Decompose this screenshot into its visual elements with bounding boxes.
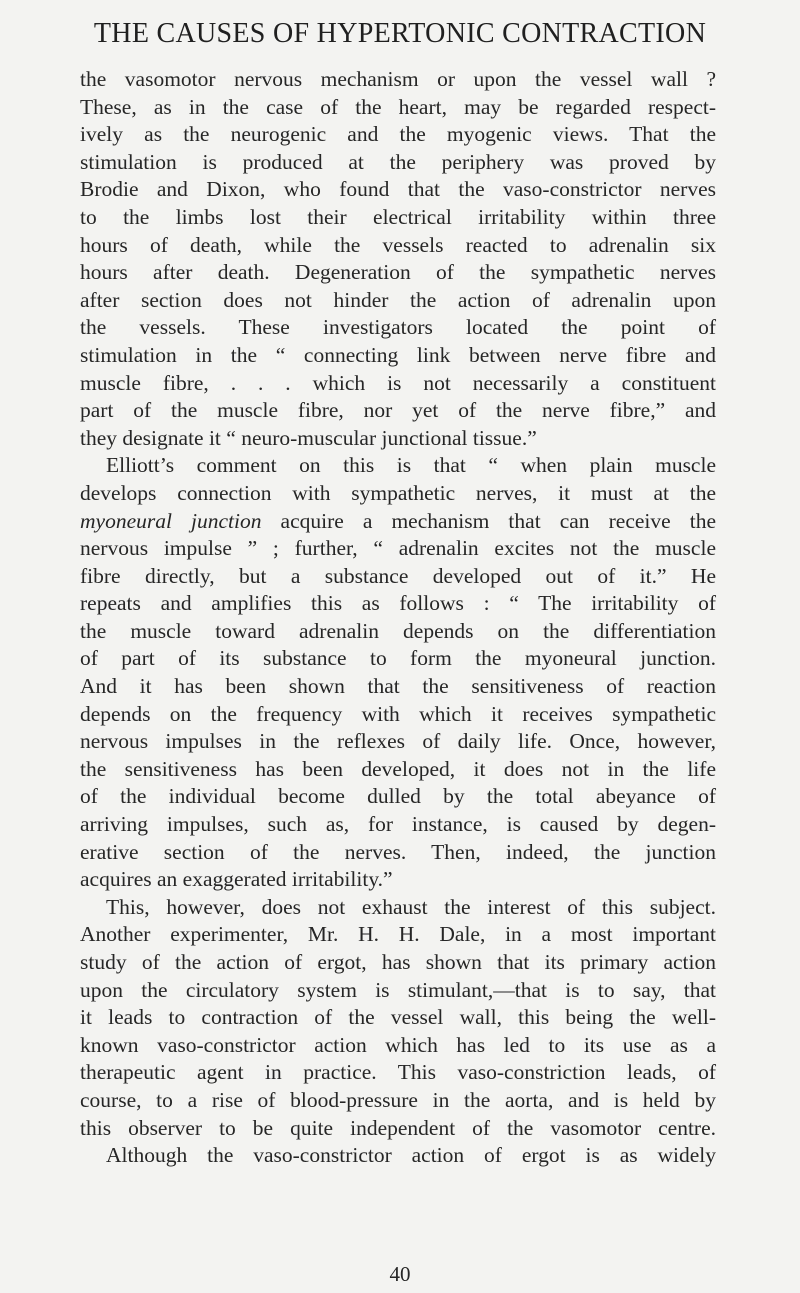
text-line: ively as the neurogenic and the myogenic views. That the (80, 122, 716, 147)
text-line: Brodie and Dixon, who found that the vaso-constrictor nerves (80, 177, 716, 202)
text-line: myoneural junction acquire a mechanism that can receive the (80, 508, 716, 533)
running-head: THE CAUSES OF HYPERTONIC CONTRACTION (93, 18, 707, 49)
text-line: nervous impulses in the reflexes of daily life. Once, however, (80, 729, 716, 754)
text-line: This, however, does not exhaust the interest of this subject. (106, 894, 716, 919)
text-line: Another experimenter, Mr. H. H. Dale, in a most important (80, 922, 716, 947)
text-line: study of the action of ergot, has shown that its primary action (80, 950, 716, 974)
italic-term: myoneural junction (80, 508, 262, 533)
text-line: to the limbs lost their electrical irritability within three (80, 204, 716, 229)
text-line: arriving impulses, such as, for instance, is caused by degen- (80, 812, 716, 837)
text-line: therapeutic agent in practice. This vaso-constriction leads, of (80, 1060, 716, 1085)
text-line: of part of its substance to form the myoneural junction. (80, 646, 716, 671)
text-line: erative section of the nerves. Then, indeed, the junction (80, 839, 716, 864)
text-line: after section does not hinder the action of adrenalin upon (80, 287, 716, 312)
text-line: stimulation is produced at the periphery was proved by (80, 149, 716, 174)
text-line: stimulation in the “ connecting link between nerve fibre and (80, 342, 716, 367)
text-line: they designate it “ neuro-muscular junctional tissue.” (80, 425, 537, 450)
text-line: it leads to contraction of the vessel wall, this being the well- (80, 1005, 716, 1030)
text-line: the sensitiveness has been developed, it does not in the life (80, 756, 716, 781)
text-line: Although the vaso-constrictor action of ergot is as widely (106, 1143, 716, 1168)
text-line: hours of death, while the vessels reacted to adrenalin six (80, 232, 716, 257)
text-line: part of the muscle fibre, nor yet of the nerve fibre,” and (80, 398, 716, 423)
text-line: of the individual become dulled by the total abeyance of (80, 784, 716, 809)
text-line: upon the circulatory system is stimulant,—that is to say, that (80, 977, 716, 1002)
text-line: this observer to be quite independent of the vasomotor centre. (80, 1115, 716, 1140)
text-line: Elliott’s comment on this is that “ when plain muscle (106, 453, 716, 478)
text-line: the muscle toward adrenalin depends on the differentiation (80, 618, 716, 643)
text-line: And it has been shown that the sensitiveness of reaction (80, 674, 716, 699)
text-line: nervous impulse ” ; further, “ adrenalin excites not the muscle (80, 536, 716, 561)
text-line: These, as in the case of the heart, may be regarded respect- (80, 94, 716, 119)
text-line: the vessels. These investigators located the point of (80, 315, 716, 340)
text-line: hours after death. Degeneration of the sympathetic nerves (80, 260, 716, 285)
page-number: 40 (389, 1262, 411, 1286)
text-line: develops connection with sympathetic nerves, it must at the (80, 480, 716, 505)
text-line: repeats and amplifies this as follows : “ The irritability of (80, 591, 716, 616)
body-text (80, 66, 716, 1170)
text-line: known vaso-constrictor action which has led to its use as a (80, 1032, 716, 1057)
text-line: fibre directly, but a substance developed out of it.” He (80, 563, 716, 588)
text-line: depends on the frequency with which it receives sympathetic (80, 701, 716, 726)
text-line: course, to a rise of blood-pressure in the aorta, and is held by (80, 1087, 716, 1112)
text-line: muscle fibre, . . . which is not necessarily a constituent (80, 370, 716, 395)
text-line: acquires an exaggerated irritability.” (80, 867, 393, 892)
text-line: the vasomotor nervous mechanism or upon the vessel wall ? (80, 67, 716, 91)
